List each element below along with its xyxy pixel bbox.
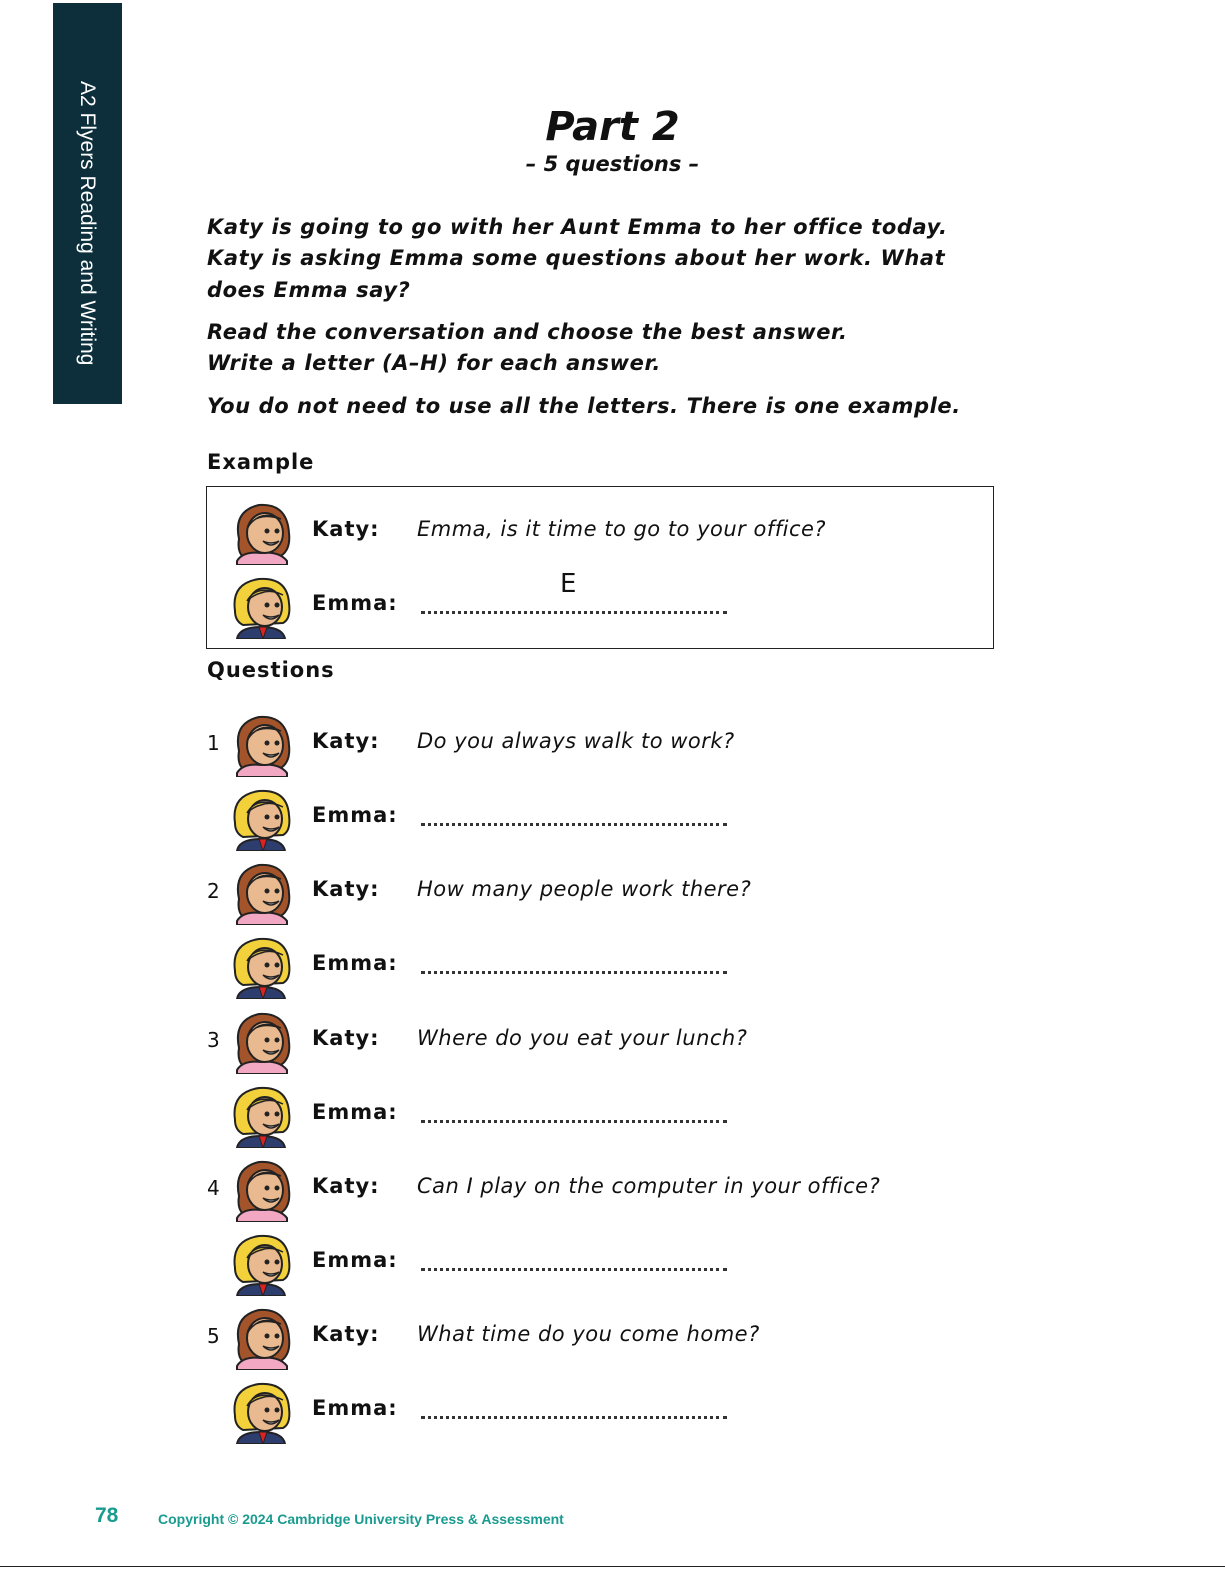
question-4-emma-row <box>0 1230 1225 1296</box>
katy-face-icon <box>229 1156 293 1222</box>
question-3-emma-row <box>0 1082 1225 1148</box>
speaker-label: Emma: <box>312 1248 398 1272</box>
speaker-label: Katy: <box>312 1026 380 1050</box>
example-answer: E <box>560 569 577 599</box>
speaker-label: Katy: <box>312 877 380 901</box>
question-number: 4 <box>207 1176 220 1200</box>
questions-label: Questions <box>207 658 335 682</box>
instruction-line-1: Katy is going to go with her Aunt Emma to her office today. <box>207 215 948 239</box>
answer-line <box>421 607 727 614</box>
speaker-label: Emma: <box>312 951 398 975</box>
instruction-line-4: Write a letter (A–H) for each answer. <box>207 351 661 375</box>
question-text: What time do you come home? <box>417 1322 760 1346</box>
example-katy-row <box>0 499 1225 565</box>
speaker-label: Katy: <box>312 1174 380 1198</box>
answer-line[interactable] <box>421 1116 727 1123</box>
question-number: 2 <box>207 879 220 903</box>
speaker-label: Katy: <box>312 1322 380 1346</box>
emma-face-icon <box>229 1378 293 1444</box>
example-katy-text: Emma, is it time to go to your office? <box>417 517 827 541</box>
page-title: Part 2 <box>545 104 680 150</box>
sidebar-tab <box>53 3 122 404</box>
bottom-divider <box>0 1566 1225 1567</box>
question-number: 3 <box>207 1028 220 1052</box>
instruction-line-5: You do not need to use all the letters. There is one example. <box>207 394 961 418</box>
katy-face-icon <box>229 1304 293 1370</box>
question-text: Do you always walk to work? <box>417 729 735 753</box>
example-label: Example <box>207 450 315 474</box>
answer-line[interactable] <box>421 1412 727 1419</box>
emma-face-icon <box>229 1082 293 1148</box>
speaker-label: Emma: <box>312 1100 398 1124</box>
speaker-label: Katy: <box>312 729 380 753</box>
speaker-label: Emma: <box>312 1396 398 1420</box>
katy-face-icon <box>229 499 293 565</box>
emma-face-icon <box>229 785 293 851</box>
example-emma-row <box>0 569 1225 639</box>
instruction-line-2: Katy is asking Emma some questions about her work. What does Emma say? <box>207 246 946 302</box>
emma-face-icon <box>229 933 293 999</box>
answer-line[interactable] <box>421 1264 727 1271</box>
katy-face-icon <box>229 711 293 777</box>
question-5-katy-row <box>0 1304 1225 1370</box>
sidebar-label: A2 Flyers Reading and Writing <box>76 81 99 366</box>
question-1-emma-row <box>0 785 1225 851</box>
question-2-katy-row <box>0 859 1225 925</box>
answer-line[interactable] <box>421 819 727 826</box>
emma-face-icon <box>229 573 293 639</box>
question-5-emma-row <box>0 1378 1225 1444</box>
copyright-notice: Copyright © 2024 Cambridge University Press & Assessment <box>158 1511 564 1527</box>
question-3-katy-row <box>0 1008 1225 1074</box>
page-subtitle: – 5 questions – <box>525 152 700 176</box>
question-1-katy-row <box>0 711 1225 777</box>
question-text: How many people work there? <box>417 877 752 901</box>
page-number: 78 <box>95 1504 119 1527</box>
question-4-katy-row <box>0 1156 1225 1222</box>
question-number: 1 <box>207 731 220 755</box>
question-text: Where do you eat your lunch? <box>417 1026 748 1050</box>
speaker-label: Emma: <box>312 803 398 827</box>
katy-face-icon <box>229 1008 293 1074</box>
answer-line[interactable] <box>421 967 727 974</box>
instruction-line-3: Read the conversation and choose the best answer. <box>207 320 848 344</box>
question-text: Can I play on the computer in your office? <box>417 1174 881 1198</box>
speaker-label: Katy: <box>312 517 380 541</box>
emma-face-icon <box>229 1230 293 1296</box>
question-2-emma-row <box>0 933 1225 999</box>
katy-face-icon <box>229 859 293 925</box>
question-number: 5 <box>207 1324 220 1348</box>
speaker-label: Emma: <box>312 591 398 615</box>
